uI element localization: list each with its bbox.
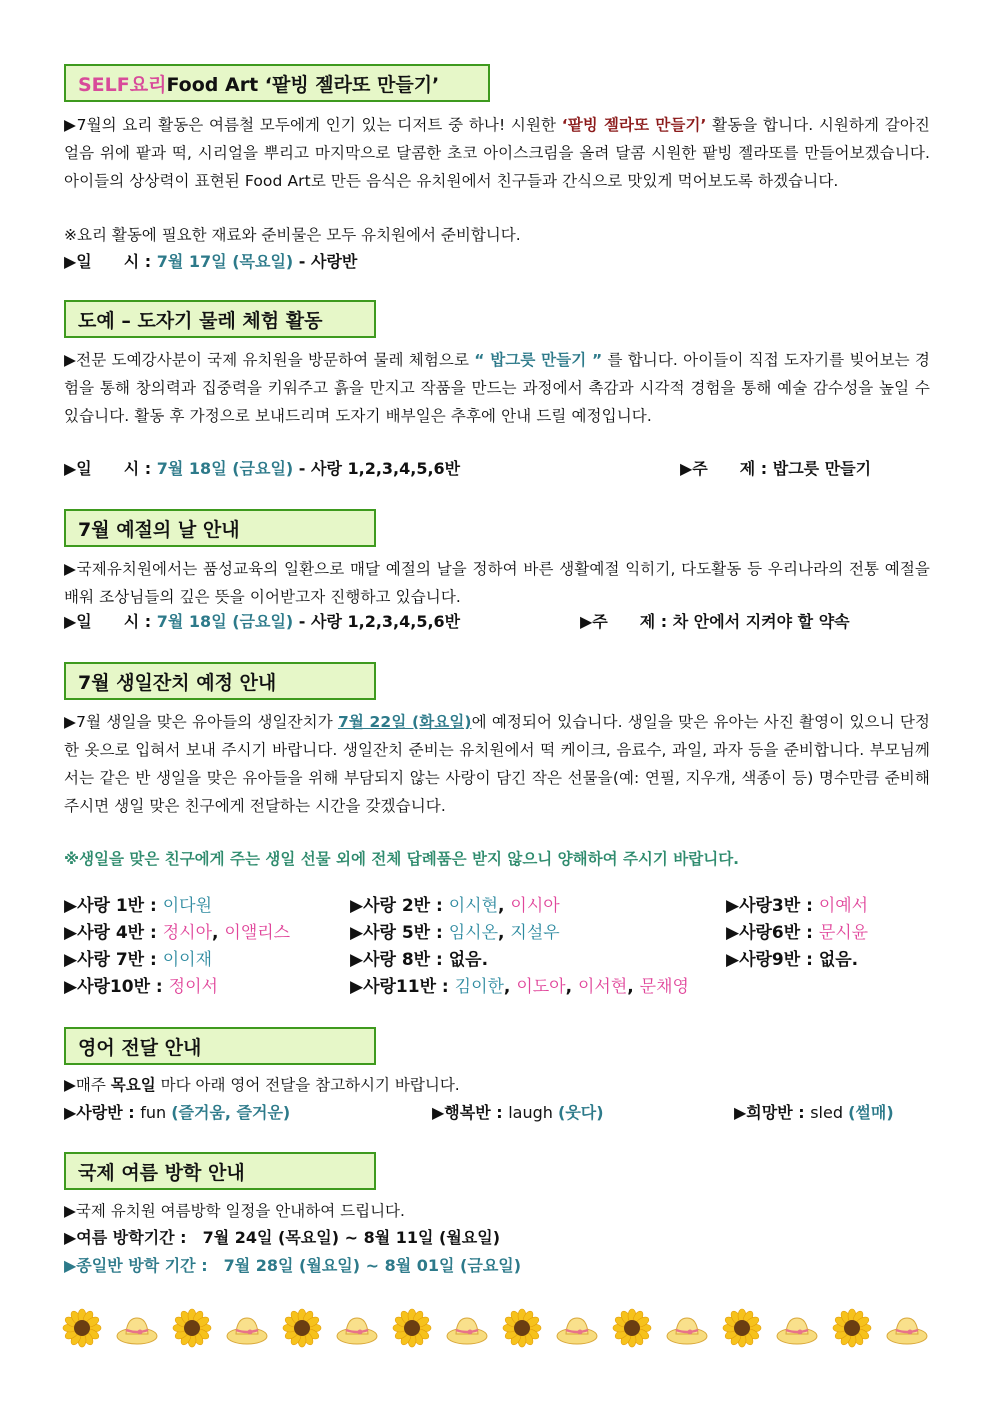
child-name: 문채영 — [639, 977, 689, 997]
pottery-text-2: 를 합니다. 아이들이 직접 도자기를 빚어보는 경험을 통해 창의력과 집중력을 키워주고 흙을 만지고 작품을 만드는 과정에서 촉감과 시각적 경험을 통해 예술 감수성을 높일 수 있습니다. 활동 후 가정으로 보내드리며 도자기 배부일은 추후에 안내 드릴 예정입니다. — [64, 351, 930, 425]
birthday-paragraph — [64, 708, 930, 820]
straw-hat-icon — [777, 1318, 817, 1344]
vacation-title-text: 국제 여름 방학 안내 — [78, 1161, 245, 1184]
word-meaning: (썰매) — [848, 1103, 894, 1122]
birthday-class-5: ▶사랑 5반 : 임시온, 지설우 — [350, 923, 560, 943]
section-title-pottery — [64, 300, 376, 338]
word-meaning: (웃다) — [558, 1103, 604, 1122]
sunflower-icon — [833, 1309, 871, 1347]
date-value: 7월 18일 (금요일) — [156, 612, 294, 631]
food-art-text-2: 활동을 합니다. 시원하게 갈아진 얼음 위에 팥과 떡, 시리얼을 뿌리고 마지막으로 달콤한 초코 아이스크림을 올려 달콤 시원한 팥빙 젤라또를 만들어보겠습니다. 아이들의 상상력이 표현된 Food Art로 만든 음식은 유치원에서 친구들과 간식으로 맛있게 먹어보도록 하겠습니다. — [64, 116, 930, 190]
decoration-border — [60, 1306, 940, 1350]
straw-hat-icon — [227, 1318, 267, 1344]
straw-hat-icon — [117, 1318, 157, 1344]
pottery-text-1: ▶전문 도예강사분이 국제 유치원을 방문하여 물레 체험으로 — [64, 351, 475, 369]
pottery-title-text: 도예 – 도자기 물레 체험 활동 — [78, 309, 323, 332]
section-title-vacation — [64, 1152, 376, 1190]
none-value: 없음. — [448, 950, 489, 970]
date-label: ▶일 시 : — [64, 252, 157, 271]
birthday-title-text: 7월 생일잔치 예정 안내 — [78, 671, 277, 694]
child-name: 이서현 — [577, 977, 628, 997]
birthday-note: ※생일을 맞은 친구에게 주는 생일 선물 외에 전체 답례품은 받지 않으니 양해하여 주시기 바랍니다. — [64, 850, 740, 868]
date-rest: - 사랑 1,2,3,4,5,6반 — [293, 612, 461, 631]
child-name: 이앨리스 — [224, 923, 291, 943]
self-cooking-label: SELF요리 — [78, 73, 167, 96]
child-name: 문시윤 — [818, 923, 869, 943]
birthday-date-highlight: 7월 22일 (화요일) — [337, 713, 472, 731]
section-title-english — [64, 1027, 376, 1065]
birthday-text-2: 에 예정되어 있습니다. 생일을 맞은 유아는 사진 촬영이 있으니 단정한 옷으로 입혀서 보내 주시기 바랍니다. 생일잔치 준비는 유치원에서 떡 케이크, 음료수, 과일, 과자 등을 준비합니다. 부모님께서는 같은 반 생일을 맞은 유아들을 위해 부담되지 않는 사랑이 담긴 작은 선물을(예: 연필, 지우개, 색종이 등) 명수만큼 준비해 주시면 생일 맞은 친구에게 전달하는 시간을 갖겠습니다. — [64, 713, 930, 815]
birthday-class-8: ▶사랑 8반 : 없음. — [350, 950, 489, 970]
straw-hat-icon — [447, 1318, 487, 1344]
etiquette-paragraph: ▶국제유치원에서는 품성교육의 일환으로 매달 예절의 날을 정하여 바른 생활예절 익히기, 다도활동 등 우리나라의 전통 예절을 배워 조상님들의 깊은 뜻을 이어받고자 진행하고 있습니다. — [64, 560, 930, 606]
birthday-class-2: ▶사랑 2반 : 이시현, 이시아 — [350, 896, 560, 916]
birthday-class-7: ▶사랑 7반 : 이이재 — [64, 950, 213, 970]
theme-label: ▶주 제 : — [680, 459, 773, 478]
etiquette-title-text: 7월 예절의 날 안내 — [78, 518, 240, 541]
child-name: 정이서 — [168, 977, 218, 997]
child-name: 이도아 — [516, 977, 566, 997]
birthday-text-1: ▶7월 생일을 맞은 유아들의 생일잔치가 — [64, 713, 338, 731]
food-art-note: ※요리 활동에 필요한 재료와 준비물은 모두 유치원에서 준비합니다. — [64, 226, 521, 244]
section-title-birthday — [64, 662, 376, 700]
date-value: 7월 18일 (금요일) — [156, 459, 294, 478]
vacation-period: ▶여름 방학기간 : 7월 24일 (목요일) ~ 8월 11일 (월요일) — [64, 1228, 501, 1247]
child-name: 이다원 — [162, 896, 213, 916]
food-art-paragraph — [64, 111, 930, 195]
etiquette-date-line — [64, 609, 460, 635]
etiquette-theme-line — [580, 609, 850, 635]
birthday-class-4: ▶사랑 4반 : 정시아, 이앨리스 — [64, 923, 291, 943]
date-label: ▶일 시 : — [64, 612, 157, 631]
sunflower-icon — [63, 1309, 101, 1347]
english-word: fun — [140, 1103, 172, 1122]
straw-hat-icon — [667, 1318, 707, 1344]
theme-value: 밥그릇 만들기 — [772, 459, 872, 478]
pottery-date-line — [64, 456, 460, 482]
pottery-theme-line — [680, 456, 871, 482]
theme-value: 차 안에서 지켜야 할 약속 — [672, 612, 850, 631]
food-art-title-text: Food Art ‘팥빙 젤라또 만들기’ — [166, 73, 440, 96]
child-name: 임시온 — [448, 923, 499, 943]
section-title-food-art — [64, 64, 490, 102]
sunflower-icon — [393, 1309, 431, 1347]
food-art-date-line — [64, 249, 357, 275]
english-word: laugh — [508, 1103, 558, 1122]
birthday-class-6: ▶사랑6반 : 문시윤 — [726, 923, 869, 943]
child-name: 김이한 — [454, 977, 504, 997]
food-art-highlight: ‘팥빙 젤라또 만들기’ — [561, 116, 707, 134]
vacation-intro: ▶국제 유치원 여름방학 일정을 안내하여 드립니다. — [64, 1202, 405, 1220]
birthday-class-9: ▶사랑9반 : 없음. — [726, 950, 859, 970]
english-intro: ▶매주 목요일 마다 아래 영어 전달을 참고하시기 바랍니다. — [64, 1076, 460, 1094]
child-name: 지설우 — [510, 923, 560, 943]
none-value: 없음. — [818, 950, 859, 970]
section-title-etiquette — [64, 509, 376, 547]
english-word-3: ▶희망반 : sled (썰매) — [734, 1103, 894, 1122]
date-rest: - 사랑반 — [293, 252, 358, 271]
fullday-vacation-period: ▶종일반 방학 기간 : 7월 28일 (월요일) ~ 8월 01일 (금요일) — [64, 1256, 522, 1275]
date-value: 7월 17일 (목요일) — [156, 252, 294, 271]
english-word: sled — [810, 1103, 849, 1122]
child-name: 이시현 — [448, 896, 499, 916]
birthday-class-10: ▶사랑10반 : 정이서 — [64, 977, 218, 997]
pottery-highlight: “ 밥그릇 만들기 ” — [474, 351, 603, 369]
pottery-paragraph — [64, 346, 930, 430]
straw-hat-icon — [887, 1318, 927, 1344]
sunflower-icon — [503, 1309, 541, 1347]
birthday-class-1: ▶사랑 1반 : 이다원 — [64, 896, 213, 916]
child-name: 이이재 — [162, 950, 213, 970]
sunflower-icon — [723, 1309, 761, 1347]
thursday-bold: 목요일 — [110, 1076, 156, 1094]
child-name: 이시아 — [510, 896, 560, 916]
english-word-1: ▶사랑반 : fun (즐거움, 즐거운) — [64, 1103, 291, 1122]
child-name: 정시아 — [162, 923, 213, 943]
straw-hat-icon — [337, 1318, 377, 1344]
english-word-2: ▶행복반 : laugh (웃다) — [432, 1103, 604, 1122]
sunflower-icon — [173, 1309, 211, 1347]
child-name: 이예서 — [818, 896, 869, 916]
date-label: ▶일 시 : — [64, 459, 157, 478]
sunflower-icon — [613, 1309, 651, 1347]
word-meaning: (즐거움, 즐거운) — [171, 1103, 291, 1122]
straw-hat-icon — [557, 1318, 597, 1344]
food-art-text-1: ▶7월의 요리 활동은 여름철 모두에게 인기 있는 디저트 중 하나! 시원한 — [64, 116, 562, 134]
birthday-class-11: ▶사랑11반 : 김이한, 이도아, 이서현, 문채영 — [350, 977, 689, 997]
birthday-class-3: ▶사랑3반 : 이예서 — [726, 896, 869, 916]
english-title-text: 영어 전달 안내 — [78, 1036, 202, 1059]
date-rest: - 사랑 1,2,3,4,5,6반 — [293, 459, 461, 478]
sunflower-icon — [283, 1309, 321, 1347]
theme-label: ▶주 제 : — [580, 612, 673, 631]
